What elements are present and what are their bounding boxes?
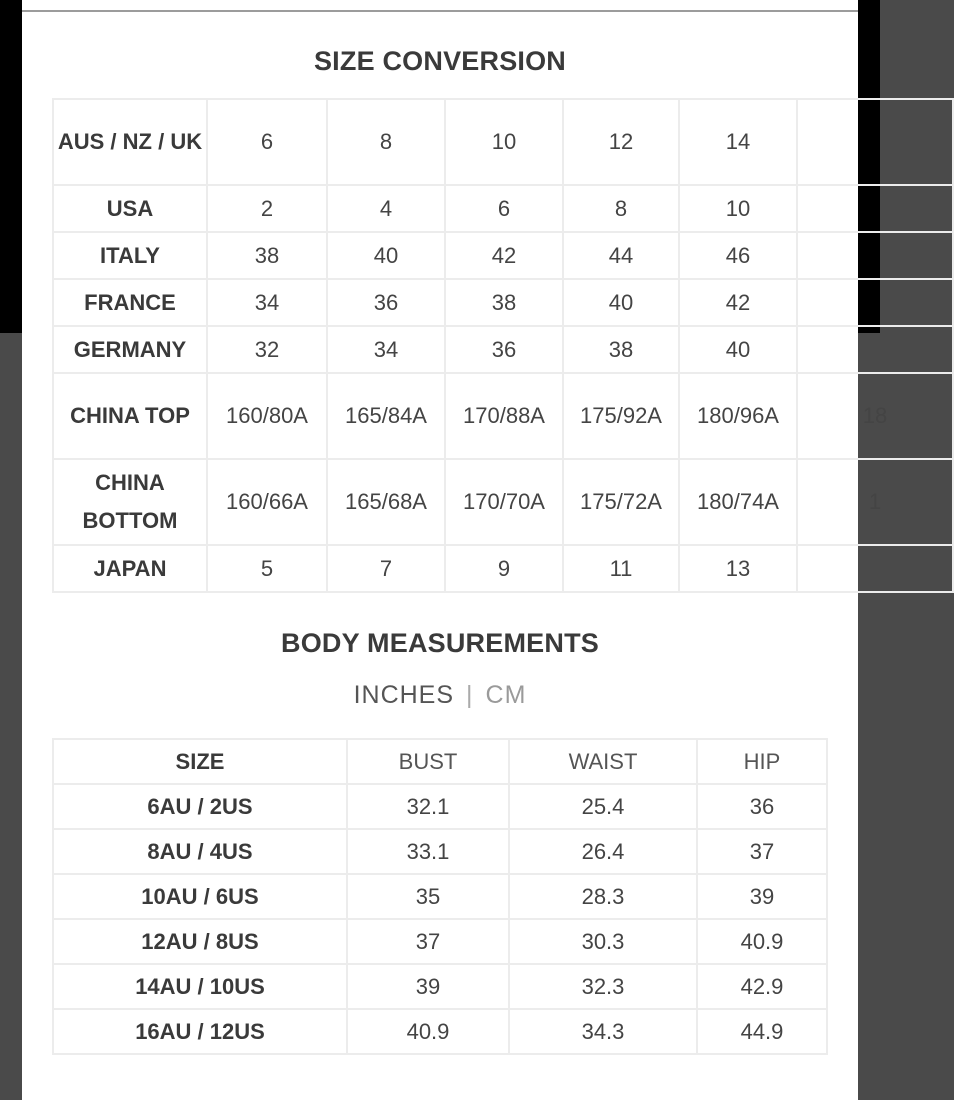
waist-cell: 25.4 — [509, 784, 697, 829]
table-row — [53, 545, 953, 592]
size-cell: 10AU / 6US — [53, 874, 347, 919]
divider — [22, 10, 858, 12]
row-header: FRANCE — [53, 279, 207, 326]
table-cell: 7 — [327, 545, 445, 592]
table-row — [53, 874, 827, 919]
hip-cell: 44.9 — [697, 1009, 827, 1054]
table-cell: 42 — [679, 279, 797, 326]
bust-cell: 40.9 — [347, 1009, 509, 1054]
table-cell: 40 — [327, 232, 445, 279]
table-cell: 6 — [207, 99, 327, 185]
table-cell: 44 — [563, 232, 679, 279]
bust-cell: 33.1 — [347, 829, 509, 874]
size-guide-panel — [22, 0, 888, 1100]
table-cell: 12 — [563, 99, 679, 185]
row-header: GERMANY — [53, 326, 207, 373]
table-cell: 38 — [207, 232, 327, 279]
table-cell — [797, 326, 953, 373]
row-header: AUS / NZ / UK — [53, 99, 207, 185]
hip-cell: 42.9 — [697, 964, 827, 1009]
table-row — [53, 279, 953, 326]
column-header-waist: WAIST — [509, 739, 697, 784]
table-cell: 160/80A — [207, 373, 327, 459]
table-header-row — [53, 739, 827, 784]
table-row — [53, 919, 827, 964]
waist-cell: 30.3 — [509, 919, 697, 964]
table-cell: 8 — [327, 99, 445, 185]
table-row — [53, 373, 953, 459]
table-cell: 32 — [207, 326, 327, 373]
table-cell: 38 — [445, 279, 563, 326]
table-cell: 165/84A — [327, 373, 445, 459]
row-header: CHINA BOTTOM — [53, 459, 207, 545]
size-cell: 14AU / 10US — [53, 964, 347, 1009]
table-cell: 9 — [445, 545, 563, 592]
table-cell: 40 — [679, 326, 797, 373]
table-cell: 180/96A — [679, 373, 797, 459]
table-cell: 10 — [679, 185, 797, 232]
row-header: JAPAN — [53, 545, 207, 592]
table-row — [53, 784, 827, 829]
table-cell: 38 — [563, 326, 679, 373]
table-cell: 14 — [679, 99, 797, 185]
table-row — [53, 829, 827, 874]
table-cell: 36 — [445, 326, 563, 373]
bust-cell: 35 — [347, 874, 509, 919]
table-cell: 11 — [563, 545, 679, 592]
table-cell: 34 — [207, 279, 327, 326]
waist-cell: 32.3 — [509, 964, 697, 1009]
table-cell — [797, 99, 953, 185]
table-cell: 160/66A — [207, 459, 327, 545]
size-cell: 6AU / 2US — [53, 784, 347, 829]
table-cell: 34 — [327, 326, 445, 373]
table-cell: 13 — [679, 545, 797, 592]
size-cell: 8AU / 4US — [53, 829, 347, 874]
row-header: ITALY — [53, 232, 207, 279]
table-row — [53, 1009, 827, 1054]
column-header-bust: BUST — [347, 739, 509, 784]
row-header: CHINA TOP — [53, 373, 207, 459]
unit-separator: | — [466, 681, 474, 709]
table-row — [53, 459, 953, 545]
table-cell: 4 — [327, 185, 445, 232]
body-measurements-table — [52, 738, 828, 1055]
table-cell: 40 — [563, 279, 679, 326]
waist-cell: 28.3 — [509, 874, 697, 919]
table-cell: 175/92A — [563, 373, 679, 459]
table-cell: 180/74A — [679, 459, 797, 545]
row-header: USA — [53, 185, 207, 232]
table-cell — [797, 279, 953, 326]
column-header-hip: HIP — [697, 739, 827, 784]
size-conversion-title: SIZE CONVERSION — [313, 46, 567, 76]
waist-cell: 34.3 — [509, 1009, 697, 1054]
table-row — [53, 964, 827, 1009]
table-cell: 36 — [327, 279, 445, 326]
table-cell: 165/68A — [327, 459, 445, 545]
size-cell: 12AU / 8US — [53, 919, 347, 964]
table-cell: 8 — [563, 185, 679, 232]
table-row — [53, 185, 953, 232]
table-cell: 46 — [679, 232, 797, 279]
table-row — [53, 232, 953, 279]
size-cell: 16AU / 12US — [53, 1009, 347, 1054]
table-cell: 170/70A — [445, 459, 563, 545]
waist-cell: 26.4 — [509, 829, 697, 874]
bust-cell: 39 — [347, 964, 509, 1009]
column-header-size: SIZE — [53, 739, 347, 784]
body-measurements-table-wrap — [52, 738, 828, 1055]
table-cell — [797, 185, 953, 232]
hip-cell: 39 — [697, 874, 827, 919]
size-conversion-table-scroll[interactable] — [52, 98, 888, 592]
table-cell — [797, 232, 953, 279]
table-row — [53, 99, 953, 185]
bust-cell: 32.1 — [347, 784, 509, 829]
table-cell: 42 — [445, 232, 563, 279]
table-cell: 6 — [445, 185, 563, 232]
hip-cell: 37 — [697, 829, 827, 874]
table-cell: 175/72A — [563, 459, 679, 545]
table-cell: 2 — [207, 185, 327, 232]
table-cell: 10 — [445, 99, 563, 185]
inches-toggle[interactable]: INCHES — [353, 681, 455, 709]
table-cell: 1 — [797, 459, 953, 545]
table-cell: 18 — [797, 373, 953, 459]
body-measurements-title: BODY MEASUREMENTS — [281, 628, 599, 658]
hip-cell: 40.9 — [697, 919, 827, 964]
table-cell — [797, 545, 953, 592]
table-cell: 170/88A — [445, 373, 563, 459]
size-conversion-table — [52, 98, 954, 593]
table-row — [53, 326, 953, 373]
unit-toggle — [22, 681, 858, 710]
table-cell: 5 — [207, 545, 327, 592]
cm-toggle[interactable]: CM — [485, 681, 527, 709]
hip-cell: 36 — [697, 784, 827, 829]
bust-cell: 37 — [347, 919, 509, 964]
